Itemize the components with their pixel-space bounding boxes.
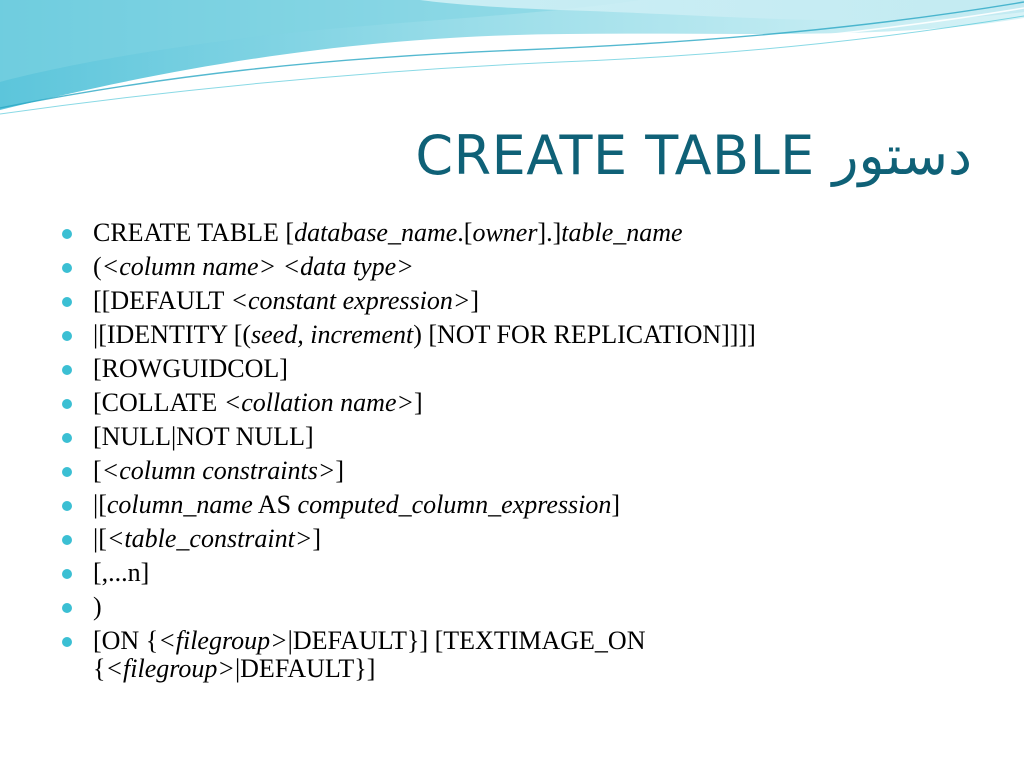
syntax-keyword: [NULL|NOT NULL] xyxy=(93,422,314,451)
bullet-icon xyxy=(62,433,72,443)
bullet-icon xyxy=(62,569,72,579)
syntax-keyword: [ROWGUIDCOL] xyxy=(93,354,288,383)
syntax-keyword: [[DEFAULT xyxy=(93,286,231,315)
syntax-line xyxy=(62,488,982,522)
syntax-placeholder: <collation name> xyxy=(223,388,415,417)
bullet-icon xyxy=(62,297,72,307)
syntax-keyword: |DEFAULT}] xyxy=(234,654,376,683)
syntax-line xyxy=(62,386,982,420)
syntax-placeholder: computed_column_expression xyxy=(297,490,612,519)
syntax-line xyxy=(62,216,982,250)
syntax-line xyxy=(62,284,982,318)
syntax-keyword: [COLLATE xyxy=(93,388,224,417)
syntax-line xyxy=(62,250,982,284)
syntax-line xyxy=(62,454,982,488)
syntax-keyword: ] xyxy=(470,286,480,315)
header-wave-decoration xyxy=(0,0,1024,130)
syntax-placeholder: <column name> <data type> xyxy=(101,252,414,281)
bullet-icon xyxy=(62,467,72,477)
syntax-keyword: ] xyxy=(335,456,345,485)
syntax-line xyxy=(62,556,982,590)
syntax-placeholder: <constant expression> xyxy=(230,286,471,315)
syntax-keyword: [ xyxy=(93,456,102,485)
bullet-icon xyxy=(62,535,72,545)
syntax-keyword: ) [NOT FOR REPLICATION]]]] xyxy=(413,320,756,349)
syntax-keyword: ].] xyxy=(537,218,562,247)
syntax-line xyxy=(62,352,982,386)
syntax-placeholder: <table_constraint> xyxy=(106,524,313,553)
syntax-keyword: [,...n] xyxy=(93,558,150,587)
syntax-line xyxy=(62,318,982,352)
syntax-placeholder: <filegroup> xyxy=(105,654,235,683)
syntax-keyword: ( xyxy=(93,252,102,281)
bullet-icon xyxy=(62,501,72,511)
syntax-placeholder: owner xyxy=(472,218,538,247)
syntax-keyword: ] xyxy=(414,388,423,417)
syntax-line xyxy=(62,522,982,556)
syntax-keyword: ) xyxy=(93,592,102,621)
syntax-keyword: |[IDENTITY [( xyxy=(93,320,252,349)
syntax-keyword: ] xyxy=(611,490,621,519)
syntax-placeholder: column_name xyxy=(106,490,253,519)
syntax-keyword: AS xyxy=(252,490,298,519)
bullet-icon xyxy=(62,365,72,375)
syntax-placeholder: seed, increment xyxy=(251,320,414,349)
bullet-icon xyxy=(62,263,72,273)
bullet-icon xyxy=(62,637,72,647)
syntax-line xyxy=(62,627,733,683)
syntax-keyword: .[ xyxy=(457,218,473,247)
syntax-keyword: ] xyxy=(312,524,322,553)
syntax-keyword: CREATE TABLE [ xyxy=(93,218,295,247)
syntax-placeholder: database_name xyxy=(294,218,458,247)
syntax-placeholder: table_name xyxy=(561,218,683,247)
syntax-keyword: |DEFAULT}] [TEXTIMAGE_ON { xyxy=(93,626,646,683)
bullet-icon xyxy=(62,399,72,409)
syntax-line xyxy=(62,420,982,454)
syntax-placeholder: <filegroup> xyxy=(158,626,288,655)
syntax-bullet-list xyxy=(62,216,982,683)
syntax-keyword: |[ xyxy=(93,524,107,553)
syntax-keyword: |[ xyxy=(93,490,107,519)
syntax-keyword: [ON { xyxy=(93,626,159,655)
bullet-icon xyxy=(62,229,72,239)
syntax-placeholder: <column constraints> xyxy=(101,456,336,485)
bullet-icon xyxy=(62,331,72,341)
slide-title: CREATE TABLE دستور xyxy=(415,124,972,187)
bullet-icon xyxy=(62,603,72,613)
syntax-line xyxy=(62,590,982,624)
